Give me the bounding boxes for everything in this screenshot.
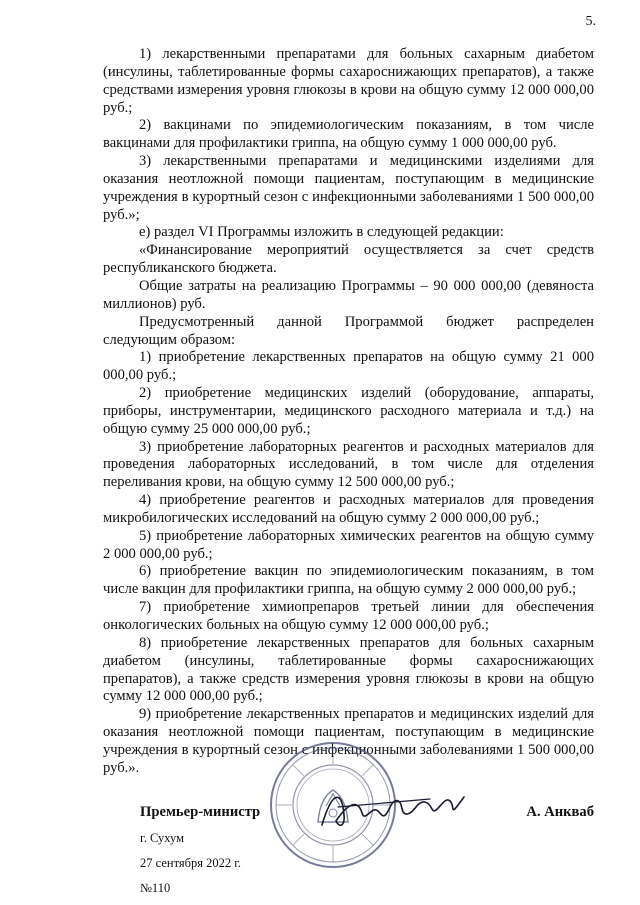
paragraph-12: 5) приобретение лабораторных химических реагентов на общую сумму 2 000 000,00 руб.; [103, 527, 594, 562]
paragraph-1: 1) лекарственными препаратами для больных сахарным диабетом (инсулины, таблетированные формы сахароснижающих препаратов), а также средствами измерения уровня глюкозы в крови на общую сумму 12 000 000,00 руб.; [103, 46, 594, 116]
issue-date: 27 сентября 2022 г. [140, 856, 242, 870]
document-number: №110 [140, 881, 171, 895]
document-body [103, 46, 594, 778]
signatory-name: А. Анкваб [526, 804, 594, 820]
paragraph-8: 1) приобретение лекарственных препаратов на общую сумму 21 000 000,00 руб.; [103, 349, 594, 384]
issue-city: г. Сухум [140, 831, 185, 845]
page-number: 5. [585, 14, 596, 29]
handwritten-signature-image [318, 785, 468, 833]
paragraph-4: е) раздел VI Программы изложить в следующей редакции: [139, 224, 504, 241]
paragraph-13: 6) приобретение вакцин по эпидемиологическим показаниям, в том числе вакцин для профилактики гриппа, на общую сумму 2 000 000,00 руб.; [103, 563, 594, 598]
paragraph-5: «Финансирование мероприятий осуществляется за счет средств республиканского бюджета. [103, 242, 594, 277]
paragraph-2: 2) вакцинами по эпидемиологическим показаниям, в том числе вакцинами для профилактики гриппа, на общую сумму 1 000 000,00 руб. [103, 117, 594, 152]
paragraph-3: 3) лекарственными препаратами и медицинскими изделиями для оказания неотложной помощи пациентам, поступающим в медицинские учреждения в курортный сезон с инфекционными заболеваниями 1 500 000,00 руб.»; [103, 153, 594, 223]
paragraph-9: 2) приобретение медицинских изделий (оборудование, аппараты, приборы, инструментарии, медицинского расходного материала и т.д.) на общую сумму 25 000 000,00 руб.; [103, 385, 594, 437]
paragraph-15: 8) приобретение лекарственных препаратов для больных сахарным диабетом (инсулины, таблетированные формы сахароснижающих препаратов), а также средств измерения уровня глюкозы в крови на общую сумму 12 000 000,00 руб.; [103, 634, 594, 705]
paragraph-16: 9) приобретение лекарственных препаратов и медицинских изделий для оказания неотложной помощи пациентам, поступающим в медицинские учреждения в курортный сезон с инфекционными заболеваниями 1 500 000,00 руб.». [103, 706, 594, 776]
paragraph-6: Общие затраты на реализацию Программы – 90 000 000,00 (девяноста миллионов) руб. [103, 277, 594, 312]
signatory-title: Премьер-министр [140, 804, 261, 820]
paragraph-11: 4) приобретение реагентов и расходных материалов для проведения микробилогических исследований на общую сумму 2 000 000,00 руб.; [103, 492, 594, 526]
paragraph-14: 7) приобретение химиопрепаров третьей линии для обеспечения онкологических больных на общую сумму 12 000 000,00 руб.; [103, 599, 594, 633]
paragraph-10: 3) приобретение лабораторных реагентов и расходных материалов для проведения лабораторных исследований, в том числе для отделения переливания крови, на общую сумму 12 500 000,00 руб.; [103, 438, 594, 491]
paragraph-7: Предусмотренный данной Программой бюджет распределен следующим образом: [103, 313, 594, 348]
